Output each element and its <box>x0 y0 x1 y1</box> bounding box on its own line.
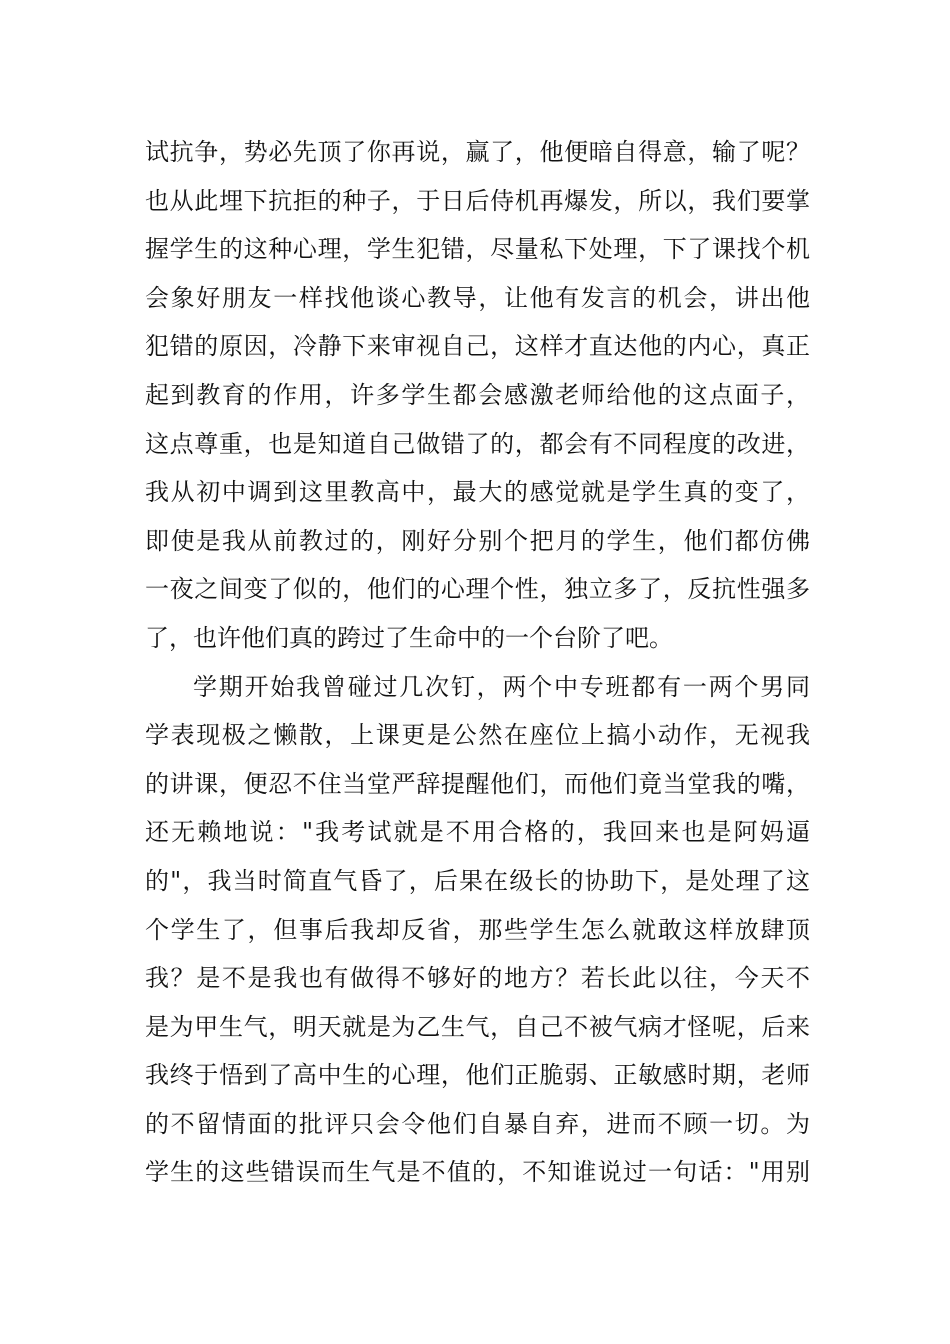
text-line: 是为甲生气，明天就是为乙生气，自己不被气病才怪呢，后来 <box>145 1012 810 1041</box>
text-line: 学生的这些错误而生气是不值的，不知谁说过一句话："用别 <box>145 1158 810 1187</box>
text-line: 的讲课，便忍不住当堂严辞提醒他们，而他们竟当堂我的嘴， <box>145 769 810 798</box>
text-line: 即使是我从前教过的，刚好分别个把月的学生，他们都仿佛 <box>145 526 810 555</box>
text-line: 会象好朋友一样找他谈心教导，让他有发言的机会，讲出他 <box>145 283 810 312</box>
text-line: 也从此埋下抗拒的种子，于日后侍机再爆发，所以，我们要掌 <box>145 186 810 215</box>
text-line: 我从初中调到这里教高中，最大的感觉就是学生真的变了， <box>145 478 810 507</box>
text-line: 的"，我当时简直气昏了，后果在级长的协助下，是处理了这 <box>145 866 810 895</box>
text-line: 我终于悟到了高中生的心理，他们正脆弱、正敏感时期，老师 <box>145 1061 810 1090</box>
text-line: 还无赖地说："我考试就是不用合格的，我回来也是阿妈逼 <box>145 818 810 847</box>
body-text <box>145 128 810 1197</box>
text-line: 我？是不是我也有做得不够好的地方？若长此以往，今天不 <box>145 964 810 993</box>
text-line: 试抗争，势必先顶了你再说，赢了，他便暗自得意，输了呢？ <box>145 138 810 166</box>
text-line: 起到教育的作用，许多学生都会感激老师给他的这点面子， <box>145 380 810 409</box>
text-line: 学表现极之懒散，上课更是公然在座位上搞小动作，无视我 <box>145 721 810 750</box>
paragraph-first-line: 学期开始我曾碰过几次钉，两个中专班都有一两个男同 <box>193 672 810 701</box>
text-line: 犯错的原因，冷静下来审视自己，这样才直达他的内心，真正 <box>145 332 810 361</box>
text-line: 握学生的这种心理，学生犯错，尽量私下处理，下了课找个机 <box>145 235 810 264</box>
text-line: 个学生了，但事后我却反省，那些学生怎么就敢这样放肆顶 <box>145 915 810 944</box>
text-line: 一夜之间变了似的，他们的心理个性，独立多了，反抗性强多 <box>145 575 810 604</box>
text-line: 这点尊重，也是知道自己做错了的，都会有不同程度的改进， <box>145 429 810 458</box>
text-line: 的不留情面的批评只会令他们自暴自弃，进而不顾一切。为 <box>145 1109 810 1138</box>
text-line: 了，也许他们真的跨过了生命中的一个台阶了吧。 <box>145 623 673 652</box>
